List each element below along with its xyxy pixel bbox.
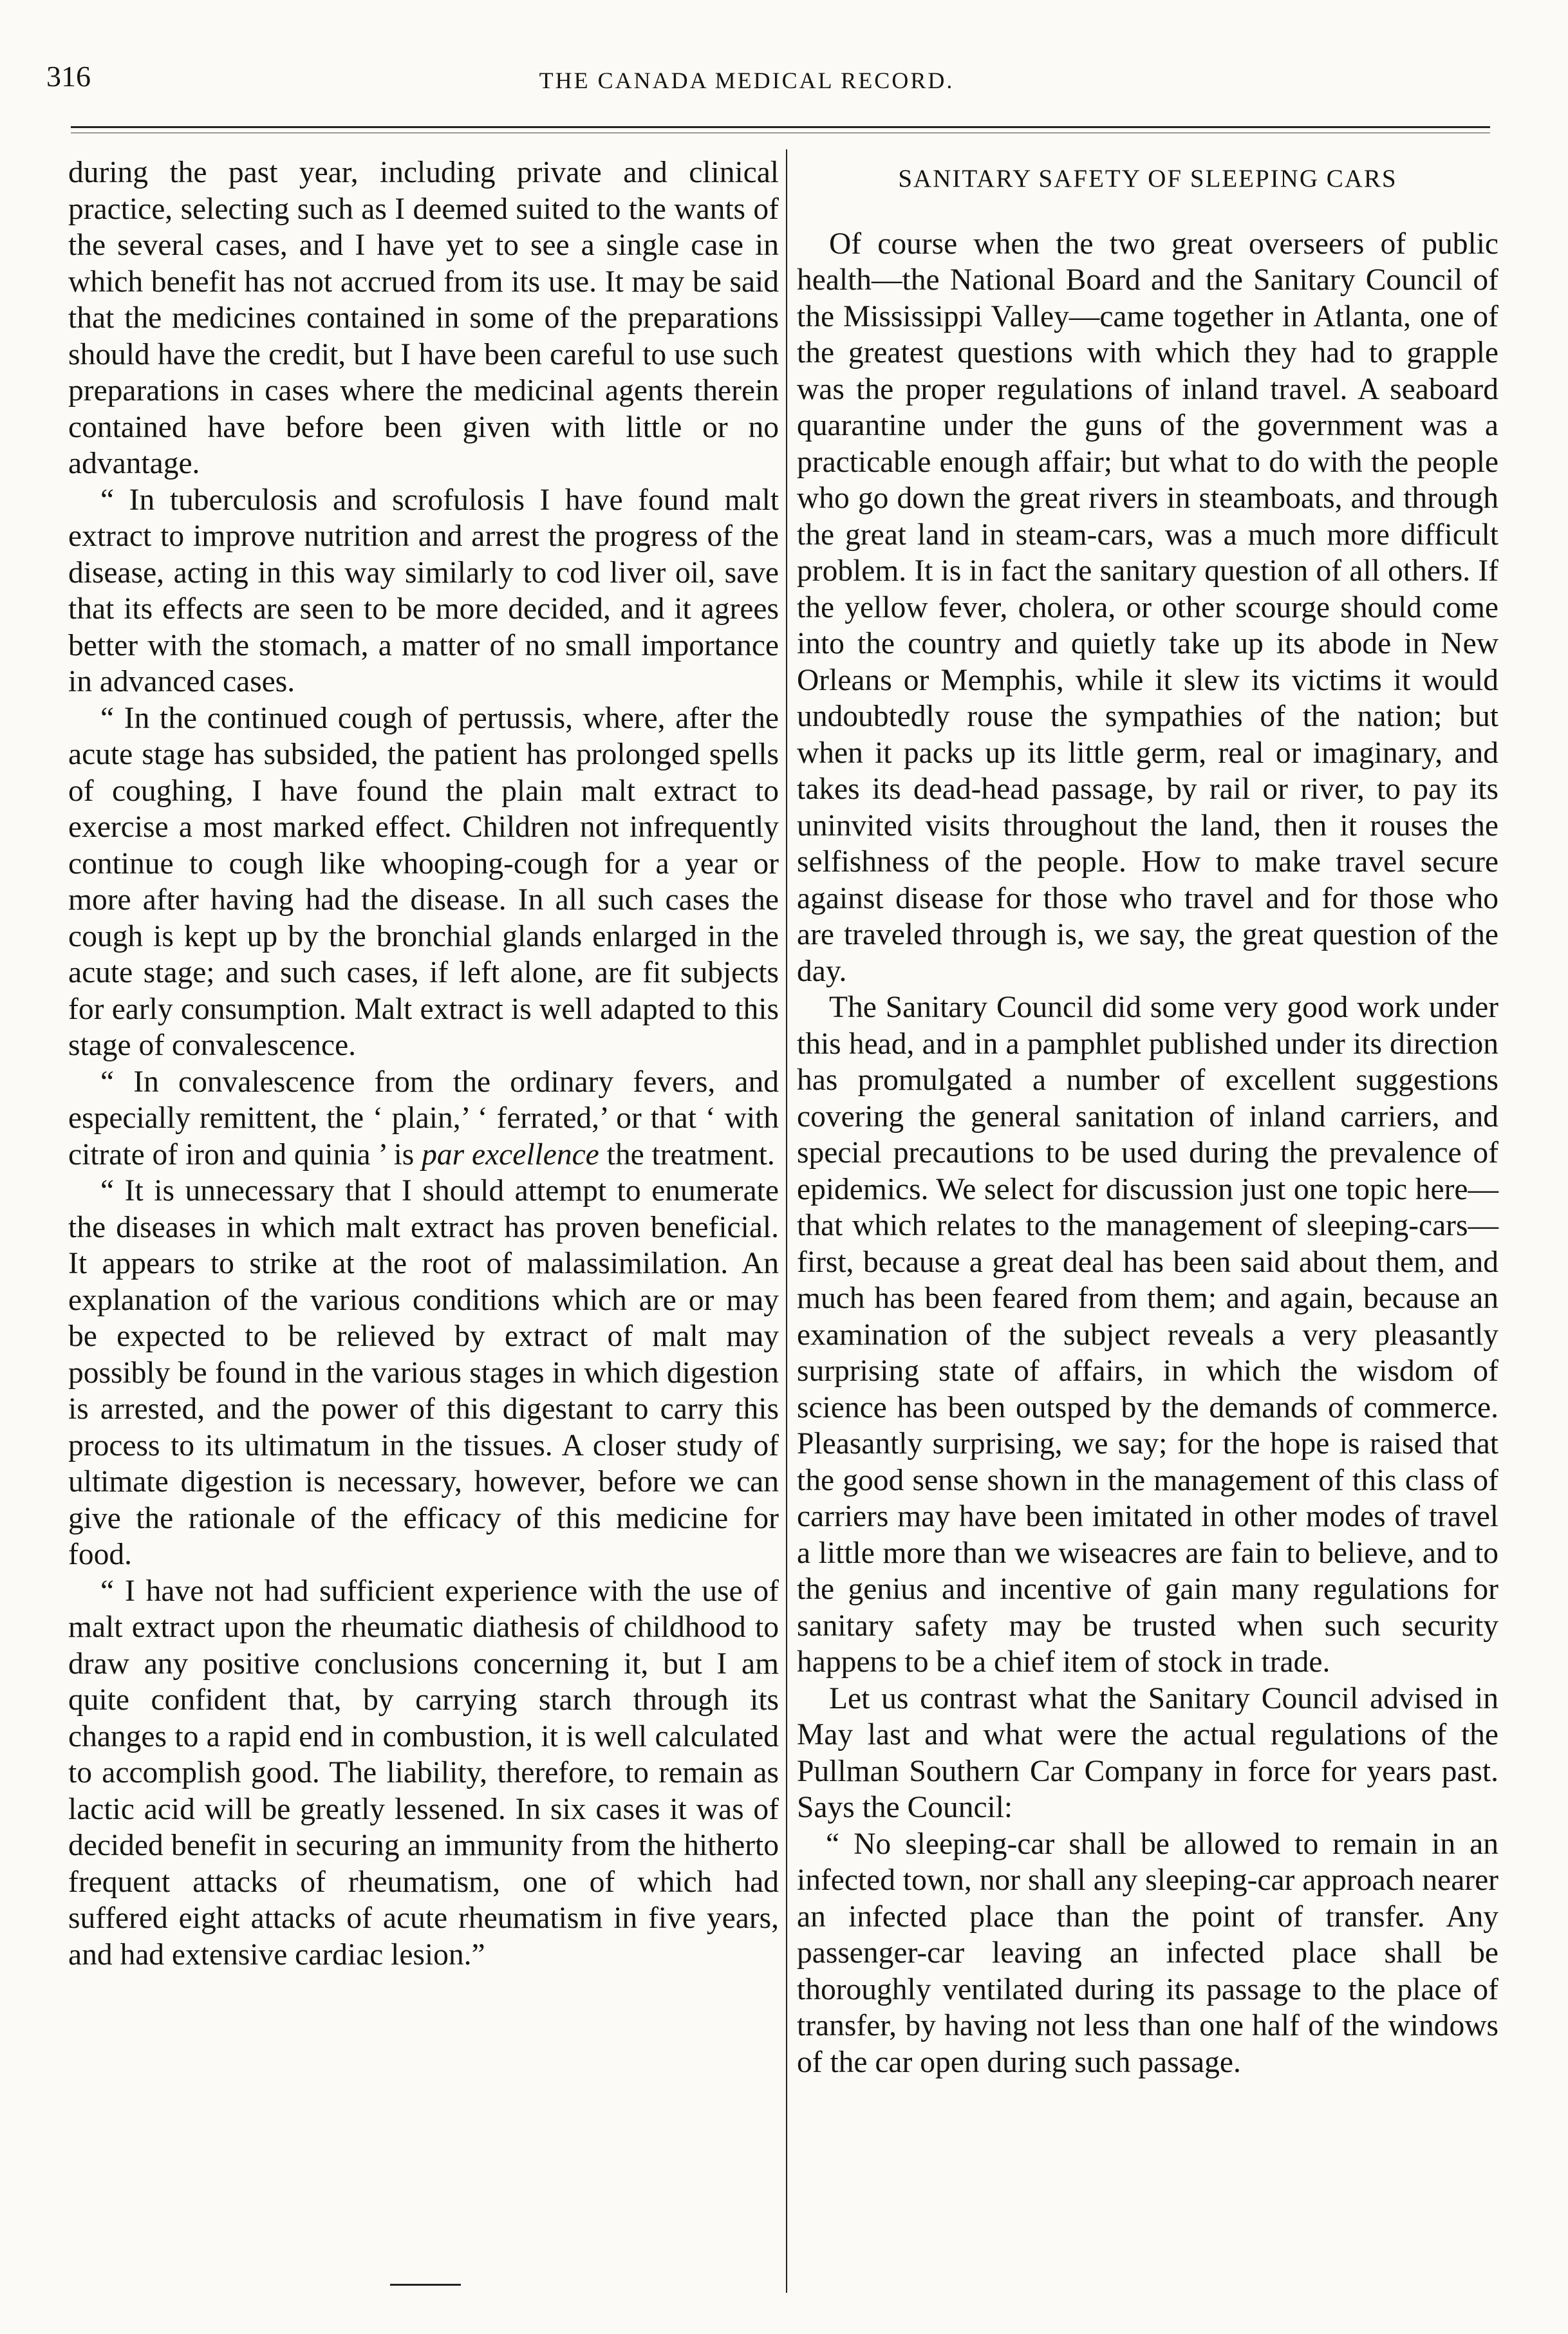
paragraph-text: “ In convalescence from the ordinary fevers, and especially remittent, the ‘ plain,’ ‘ ferrated,’ or that ‘ with citrate of iron and quinia ’ is: [68, 1065, 779, 1172]
paragraph: [68, 1064, 779, 1173]
column-divider: [786, 149, 787, 2293]
paragraph: “ In the continued cough of pertussis, where, after the acute stage has subsided, the patient has prolonged spells of coughing, I have found the plain malt extract to exercise a most marked effect. Children not infrequently continue to cough like whooping-cough for a year or more after having had the disease. In all such cases the cough is kept up by the bronchial glands enlarged in the acute stage; and such cases, if left alone, are fit subjects for early consumption. Malt extract is well adapted to this stage of convalescence.: [68, 701, 779, 1062]
article-heading: SANITARY SAFETY OF SLEEPING CARS: [898, 165, 1397, 192]
italic-phrase: par excellence: [422, 1137, 599, 1172]
running-head: THE CANADA MEDICAL RECORD.: [539, 68, 955, 93]
paragraph: The Sanitary Council did some very good work under this head, and in a pamphlet published under its direction has promulgated a number of excellent suggestions covering the general sanitation of inland carriers, and special precautions to be used during the prevalence of epidemics. We select for discussion just one topic here—that which relates to the management of sleeping-cars—first, because a great deal has been said about them, and much has been feared from them; and again, because an examination of the subject reveals a very pleasantly surprising state of affairs, in which the wisdom of science has been outsped by the demands of commerce. Pleasantly surprising, we say; for the hope is raised that the good sense shown in the management of this class of carriers may have been imitated in other modes of travel a little more than we wiseacres are fain to believe, and to the genius and incentive of gain many regulations for sanitary safety may be trusted when such security happens to be a chief item of stock in trade.: [797, 991, 1498, 1679]
paragraph: “ It is unnecessary that I should attempt to enumerate the diseases in which malt extract has proven beneficial. It appears to strike at the root of malassimilation. An explanation of the various conditions which are or may be expected to be relieved by extract of malt may possibly be found in the various stages in which digestion is arrested, and the power of this digestant to carry this process to its ultimatum in the tissues. A closer study of ultimate digestion is necessary, however, before we can give the rationale of the efficacy of this medicine for food.: [68, 1174, 779, 1571]
page-number: 316: [46, 60, 91, 93]
paragraph: Let us contrast what the Sanitary Council advised in May last and what were the actual regulations of the Pullman Southern Car Company in force for years past. Says the Council:: [797, 1681, 1498, 1824]
header-rule: [71, 126, 1490, 128]
paragraph: “ I have not had sufficient experience with the use of malt extract upon the rheumatic diathesis of childhood to draw any positive conclusions concerning it, but I am quite confident that, by carrying starch through its changes to a rapid end in combustion, it is well calculated to accomplish good. The liability, therefore, to remain as lactic acid will be greatly lessened. In six cases it was of decided benefit in securing an immunity from the hitherto frequent attacks of rheumatism, one of which had suffered eight attacks of acute rheumatism in five years, and had extensive cardiac lesion.”: [68, 1574, 779, 1972]
paragraph: “ No sleeping-car shall be allowed to remain in an infected town, nor shall any sleeping-car approach nearer an infected place than the point of transfer. Any passenger-car leaving an infected place shall be thoroughly ventilated during its passage to the place of transfer, by having not less than one half of the windows of the car open during such passage.: [797, 1827, 1498, 2079]
paragraph: Of course when the two great overseers of public health—the National Board and the Sanitary Council of the Mississippi Valley—came together in Atlanta, one of the greatest questions with which they had to grapple was the proper regulations of inland travel. A seaboard quarantine under the guns of the government was a practicable enough affair; but what to do with the people who go down the great rivers in steamboats, and through the great land in steam-cars, was a much more difficult problem. It is in fact the sanitary question of all others. If the yellow fever, cholera, or other scourge should come into the country and quietly take up its abode in New Orleans or Memphis, while it slew its victims it would undoubtedly rouse the sympathies of the nation; but when it packs up its little germ, real or imaginary, and takes its dead-head passage, by rail or river, to pay its uninvited visits throughout the land, then it rouses the selfishness of the people. How to make travel secure against disease for those who travel and for those who are traveled through is, we say, the great question of the day.: [797, 227, 1498, 988]
end-rule: [390, 2284, 461, 2286]
left-column: [68, 154, 779, 1973]
paragraph-text: the treatment.: [599, 1137, 775, 1172]
paragraph: during the past year, including private and clinical practice, selecting such as I deemed suited to the wants of the several cases, and I have yet to see a single case in which benefit has not accrued from its use. It may be said that the medicines contained in some of the preparations should have the credit, but I have been careful to use such preparations in cases where the medicinal agents therein contained have before been given with little or no advantage.: [68, 156, 779, 480]
right-column: [797, 154, 1498, 2080]
paragraph: “ In tuberculosis and scrofulosis I have found malt extract to improve nutrition and arrest the progress of the disease, acting in this way similarly to cod liver oil, save that its effects are seen to be more decided, and it agrees better with the stomach, a matter of no small importance in advanced cases.: [68, 483, 779, 698]
